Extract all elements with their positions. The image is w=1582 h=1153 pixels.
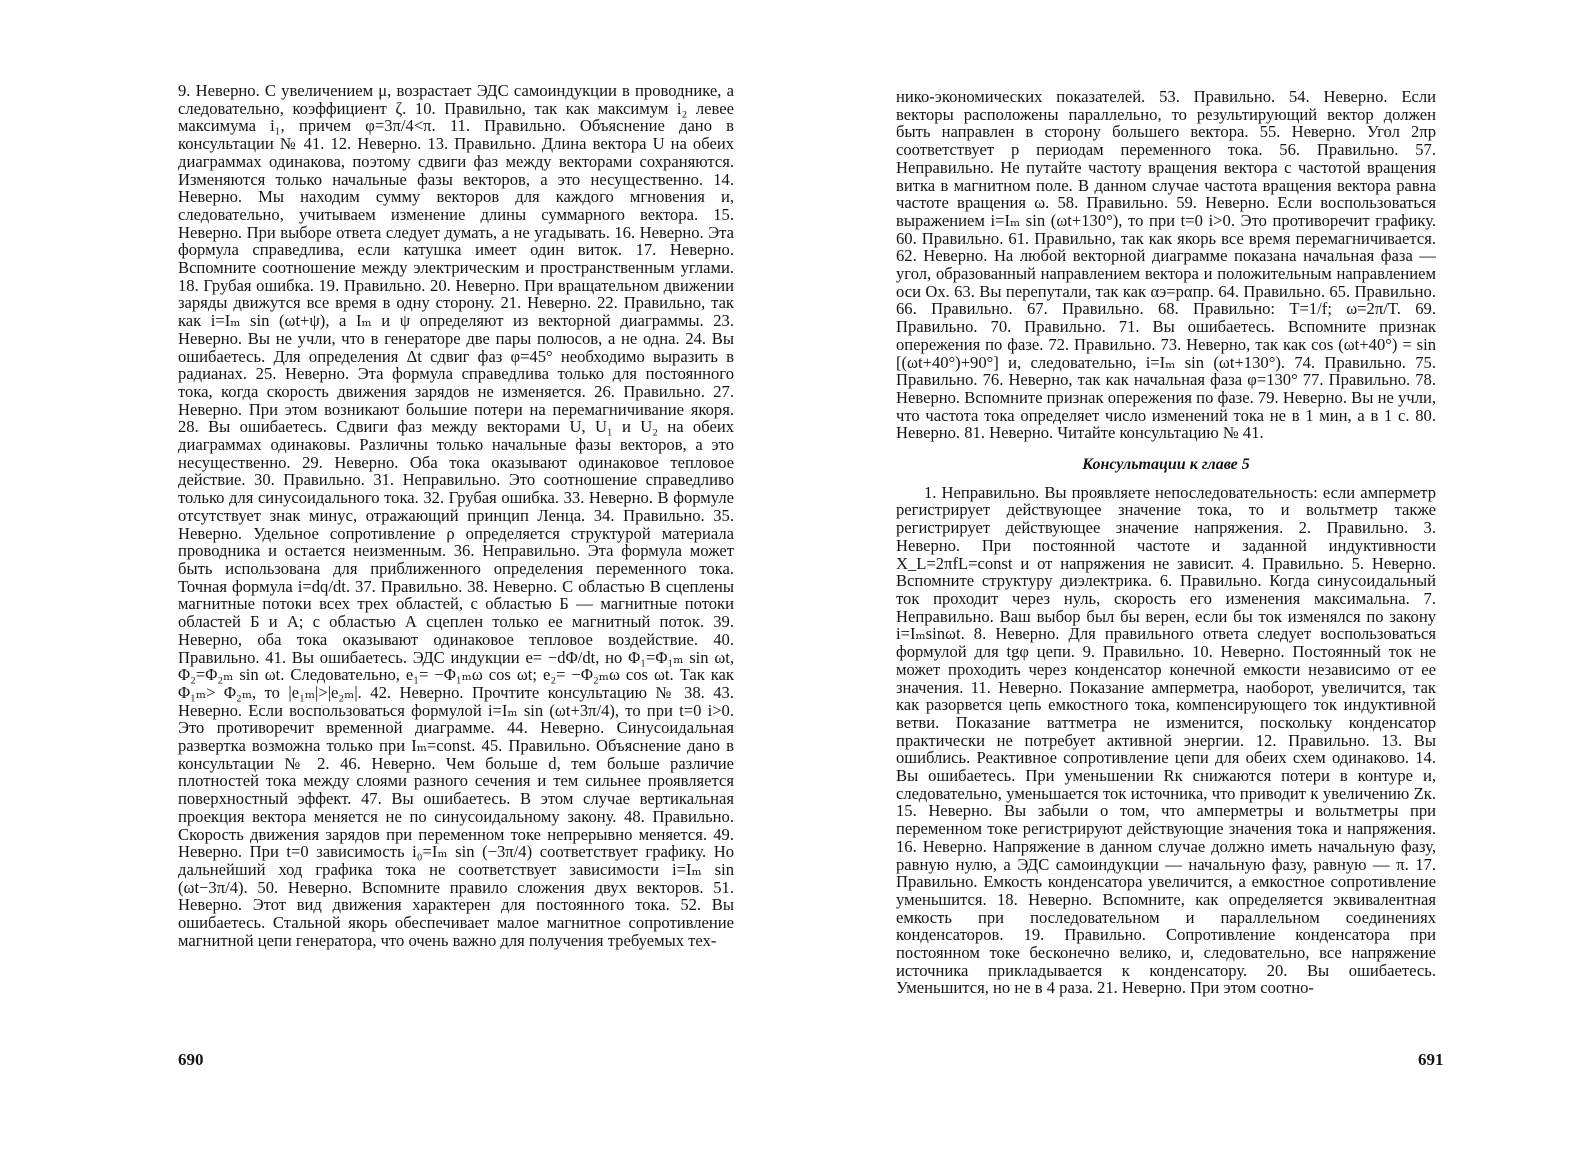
left-page-body-text: 9. Неверно. С увеличением μ, возрастает ЭДС самоиндукции в проводнике, а следовательно, коэффициент ζ. 10. Правильно, так как максимум i₂ левее максимума i₁, причем φ=3π/4<π. 11. Правильно. Объяснение дано в консультации № 41. 12. Неверно. 13. Правильно. Длина вектора U на обеих диаграммах одинакова, поэтому сдвиги фаз между векторами сохраняются. Изменяются только начальные фазы векторов, а это несущественно. 14. Неверно. Мы находим сумму векторов для каждого мгновения и, следовательно, учитываем изменение длины суммарного вектора. 15. Неверно. При выборе ответа следует думать, а не угадывать. 16. Неверно. Эта формула справедлива, если катушка имеет один виток. 17. Неверно. Вспомните соотношение между электрическим и пространственным углами. 18. Грубая ошибка. 19. Правильно. 20. Неверно. При вращательном движении заряды движутся все время в одну сторону. 21. Неверно. 22. Правильно, так как i=Iₘ sin (ωt+ψ), а Iₘ и ψ определяют из векторной диаграммы. 23. Неверно. Вы не учли, что в генераторе две пары полюсов, а не одна. 24. Вы ошибаетесь. Для определения Δt сдвиг фаз φ=45° необходимо выразить в радианах. 25. Неверно. Эта формула справедлива только для постоянного тока, когда скорость движения зарядов не изменяется. 26. Правильно. 27. Неверно. При этом возникают большие потери на перемагничивание якоря. 28. Вы ошибаетесь. Сдвиги фаз между векторами U, U₁ и U₂ на обеих диаграммах одинаковы. Различны только начальные фазы векторов, а это несущественно. 29. Неверно. Оба тока оказывают одинаковое тепловое действие. 30. Правильно. 31. Неправильно. Это соотношение справедливо только для синусоидального тока. 32. Грубая ошибка. 33. Неверно. В формуле отсутствует знак минус, отражающий принцип Ленца. 34. Правильно. 35. Неверно. Удельное сопротивление ρ определяется структурой материала проводника и остается неизменным. 36. Неправильно. Эта формула может быть использована для приближенного определения переменного тока. Точная формула i=dq/dt. 37. Правильно. 38. Неверно. С областью В сцеплены магнитные потоки всех трех областей, с областью Б — магнитные потоки областей Б и А; с областью А сцеплен только ее магнитный поток. 39. Неверно, оба тока оказывают одинаковое тепловое воздействие. 40. Правильно. 41. Вы ошибаетесь. ЭДС индукции e= −dΦ/dt, но Φ₁=Φ₁ₘ sin ωt, Φ₂=Φ₂ₘ sin ωt. Следовательно, e₁= −Φ₁ₘω cos ωt; e₂= −Φ₂ₘω cos ωt. Так как Φ₁ₘ> Φ₂ₘ, то |e₁ₘ|>|e₂ₘ|. 42. Неверно. Прочтите консультацию № 38. 43. Неверно. Если воспользоваться формулой i=Iₘ sin (ωt+3π/4), то при t=0 i>0. Это противоречит временной диаграмме. 44. Неверно. Синусоидальная развертка возможна только при Iₘ=const. 45. Правильно. Объяснение дано в консультации № 2. 46. Неверно. Чем больше d, тем больше различие плотностей тока между слоями разного сечения и тем сильнее проявляется поверхностный эффект. 47. Вы ошибаетесь. В этом случае вертикальная проекция вектора меняется не по синусоидальному закону. 48. Правильно. Скорость движения зарядов при переменном токе непрерывно меняется. 49. Неверно. При t=0 зависимость i₀=Iₘ sin (−3π/4) соответствует графику. Но дальнейший ход графика тока не соответствует зависимости i=Iₘ sin (ωt−3π/4). 50. Неверно. Вспомните правило сложения двух векторов. 51. Неверно. Этот вид движения характерен для постоянного тока. 52. Вы ошибаетесь. Стальной якорь обеспечивает малое магнитное сопротивление магнитной цепи генератора, что очень важно для получения требуемых тех-: [178, 82, 734, 950]
section-heading: Консультации к главе 5: [1082, 456, 1250, 474]
left-page-text-column: [178, 82, 734, 1042]
right-page-bottom-text: 1. Неправильно. Вы проявляете непоследовательность: если амперметр регистрирует действующее значение тока, то и вольтметр также регистрирует действующее значение напряжения. 2. Правильно. 3. Неверно. При постоянной частоте и заданной индуктивности X_L=2πfL=const и от напряжения не зависит. 4. Правильно. 5. Неверно. Вспомните структуру диэлектрика. 6. Правильно. Когда синусоидальный ток проходит через нуль, скорость его изменения максимальна. 7. Неправильно. Ваш выбор был бы верен, если бы ток изменялся по закону i=Iₘsinωt. 8. Неверно. Для правильного ответа следует воспользоваться формулой для tgφ цепи. 9. Правильно. 10. Неверно. Постоянный ток не может проходить через конденсатор конечной емкости независимо от ее значения. 11. Неверно. Показание амперметра, наоборот, увеличится, так как разорвется цепь емкостного тока, компенсирующего ток индуктивной ветви. Показание ваттметра не изменится, поскольку конденсатор практически не потребует активной энергии. 12. Правильно. 13. Вы ошиблись. Реактивное сопротивление цепи для обеих схем одинаково. 14. Вы ошибаетесь. При уменьшении Rк снижаются потери в контуре и, следовательно, уменьшается ток источника, что приводит к увеличению Zк. 15. Неверно. Вы забыли о том, что амперметры и вольтметры при переменном токе регистрируют действующие значения тока и напряжения. 16. Неверно. Напряжение в данном случае должно иметь начальную фазу, равную нулю, а ЭДС самоиндукции — начальную фазу, равную — π. 17. Правильно. Емкость конденсатора увеличится, а емкостное сопротивление уменьшится. 18. Неверно. Вспомните, как определяется эквивалентная емкость при последовательном и параллельном соединениях конденсаторов. 19. Правильно. Сопротивление конденсатора при постоянном токе бесконечно велико, и, следовательно, все напряжение источника прикладывается к конденсатору. 20. Вы ошибаетесь. Уменьшится, но не в 4 раза. 21. Неверно. При этом соотно-: [896, 482, 1436, 998]
right-page-top-text: нико-экономических показателей. 53. Правильно. 54. Неверно. Если векторы расположены параллельно, то результирующий вектор должен быть направлен в сторону большего вектора. 55. Неверно. Угол 2πp соответствует p периодам переменного тока. 56. Правильно. 57. Неправильно. Не путайте частоту вращения вектора с частотой вращения витка в магнитном поле. В данном случае частота вращения вектора равна частоте вращения ω. 58. Правильно. 59. Неверно. Если воспользоваться выражением i=Iₘ sin (ωt+130°), то при t=0 i>0. Это противоречит графику. 60. Правильно. 61. Правильно, так как якорь все время перемагничивается. 62. Неверно. На любой векторной диаграмме показана начальная фаза — угол, образованный направлением вектора и положительным направлением оси Ox. 63. Вы перепутали, так как αэ=pαпр. 64. Правильно. 65. Правильно. 66. Правильно. 67. Правильно. 68. Правильно: T=1/f; ω=2π/T. 69. Правильно. 70. Правильно. 71. Вы ошибаетесь. Вспомните признак опережения по фазе. 72. Правильно. 73. Неверно, так как cos (ωt+40°) = sin [(ωt+40°)+90°] и, следовательно, i=Iₘ sin (ωt+130°). 74. Правильно. 75. Правильно. 76. Неверно, так как начальная фаза φ=130° 77. Правильно. 78. Неверно. Вспомните признак опережения по фазе. 79. Неверно. Вы не учли, что частота тока определяет число изменений тока не в 1 мин, а в 1 с. 80. Неверно. 81. Неверно. Читайте консультацию № 41.: [896, 88, 1436, 443]
right-page: [791, 0, 1582, 1153]
left-page-number: 690: [178, 1050, 204, 1069]
right-page-text-column: [896, 88, 1436, 1048]
right-page-number: 691: [1418, 1050, 1444, 1069]
